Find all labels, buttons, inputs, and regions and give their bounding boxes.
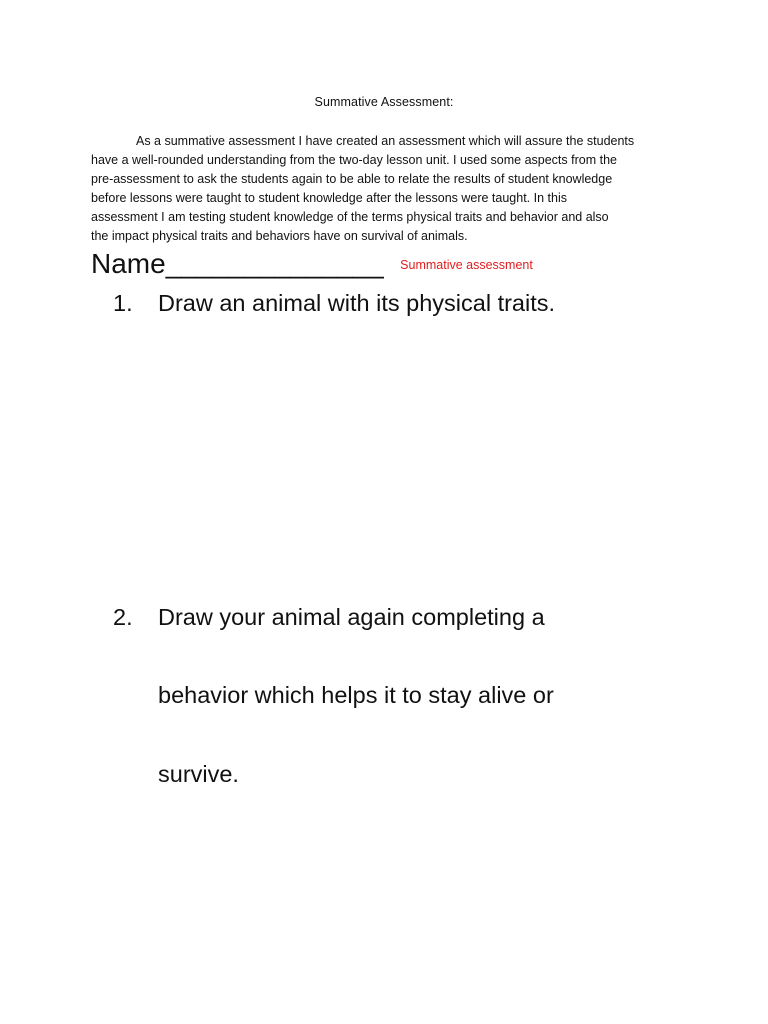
intro-line: before lessons were taught to student knowledge after the lessons were taught. In this	[91, 191, 567, 205]
intro-line: assessment I am testing student knowledge of the terms physical traits and behavior and also	[91, 210, 609, 224]
question-text: Draw your animal again completing a	[158, 604, 545, 630]
intro-line: pre-assessment to ask the students again to be able to relate the results of student knowledge	[91, 172, 613, 186]
intro-paragraph	[91, 132, 681, 246]
question-2-line-2: behavior which helps it to stay alive or	[158, 682, 554, 708]
question-number: 1.	[113, 290, 133, 316]
intro-line: As a summative assessment I have created an assessment which will assure the students	[136, 134, 635, 148]
summative-assessment-note: Summative assessment	[400, 258, 533, 272]
question-2-line-3: survive.	[158, 761, 239, 787]
document-heading: Summative Assessment:	[314, 95, 454, 109]
name-row	[91, 248, 533, 280]
intro-line: have a well-rounded understanding from the two-day lesson unit. I used some aspects from the	[91, 153, 617, 167]
name-field-label: Name______________	[91, 248, 384, 279]
question-number: 2.	[113, 604, 133, 630]
question-1	[113, 290, 555, 317]
question-2	[113, 604, 545, 631]
intro-line: the impact physical traits and behaviors have on survival of animals.	[91, 229, 468, 243]
question-text: Draw an animal with its physical traits.	[158, 290, 556, 316]
